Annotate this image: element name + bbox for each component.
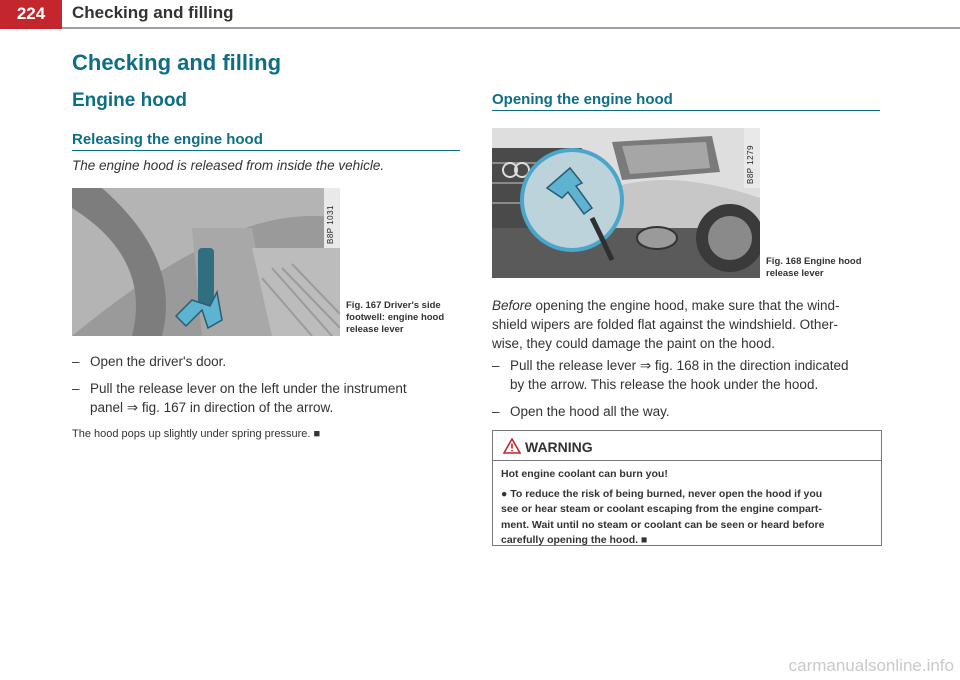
warning-box	[492, 430, 882, 546]
warning-header	[493, 431, 881, 461]
page-number: 224	[16, 4, 46, 23]
intro-line	[492, 296, 887, 315]
header-rule-accent	[0, 27, 62, 29]
intro-line-text: opening the engine hood, make sure that the wind-	[531, 298, 840, 313]
caption-line: release lever	[766, 268, 824, 279]
intro-italic: Before	[492, 298, 532, 313]
step-text: Open the driver's door.	[90, 354, 227, 369]
left-intro-text: The engine hood is released from inside the vehicle.	[72, 158, 385, 173]
subsection-rule-right	[492, 110, 880, 111]
step-item	[492, 356, 892, 394]
figure-167-code: B8P 1031	[326, 205, 335, 244]
left-note: The hood pops up slightly under spring pressure. ■	[72, 428, 321, 440]
step-text	[90, 379, 407, 417]
header-rule	[0, 27, 960, 29]
step-text-line: panel ⇒ fig. 167 in direction of the arrow.	[90, 400, 334, 415]
step-dash: –	[72, 354, 80, 369]
footwell-illustration	[72, 188, 340, 336]
warning-line: carefully opening the hood. ■	[501, 534, 648, 546]
subsection-rule-left	[72, 150, 460, 151]
chapter-title: Checking and filling	[72, 50, 282, 75]
caption-line: footwell: engine hood	[346, 312, 445, 323]
step-text-line: Pull the release lever on the left under the instrument	[90, 381, 407, 396]
subsection-title-releasing: Releasing the engine hood	[72, 131, 263, 148]
figure-167-image	[72, 188, 340, 336]
step-item	[72, 379, 462, 417]
step-text-line: Pull the release lever ⇒ fig. 168 in the direction indicated	[510, 358, 849, 373]
right-intro-paragraph	[492, 296, 887, 353]
step-text: Open the hood all the way.	[510, 404, 670, 419]
step-dash: –	[492, 404, 500, 419]
caption-line: Fig. 168 Engine hood	[766, 256, 862, 267]
section-title: Engine hood	[72, 90, 188, 111]
intro-line: shield wipers are folded flat against the windshield. Other-	[492, 317, 838, 332]
figure-168-code: B8P 1279	[746, 145, 755, 184]
figure-168-image	[492, 128, 760, 278]
step-dash: –	[72, 381, 80, 396]
step-text-line: by the arrow. This release the hook under the hood.	[510, 377, 819, 392]
step-item	[72, 352, 462, 371]
step-dash: –	[492, 358, 500, 373]
right-steps	[492, 356, 892, 421]
intro-line: wise, they could damage the paint on the hood.	[492, 336, 775, 351]
step-item	[492, 402, 892, 421]
warning-line: Hot engine coolant can burn you!	[501, 468, 668, 480]
caption-line: release lever	[346, 324, 404, 335]
subsection-title-opening: Opening the engine hood	[492, 91, 673, 108]
watermark-text: carmanualsonline.info	[788, 656, 954, 675]
engine-front-illustration	[492, 128, 760, 278]
page-number-tab	[0, 0, 62, 28]
running-header-title: Checking and filling	[72, 3, 234, 22]
left-steps	[72, 352, 462, 417]
figure-168-caption	[766, 256, 862, 280]
figure-167-caption	[346, 300, 444, 336]
caption-line: Fig. 167 Driver's side	[346, 300, 441, 311]
warning-line: ment. Wait until no steam or coolant can be seen or heard before	[501, 518, 825, 531]
warning-line: see or hear steam or coolant escaping from the engine compart-	[501, 503, 822, 515]
warning-triangle-icon	[503, 438, 521, 454]
warning-line: ● To reduce the risk of being burned, never open the hood if you	[501, 487, 823, 500]
step-text	[510, 356, 849, 394]
warning-title: WARNING	[525, 439, 593, 455]
warning-body	[501, 467, 875, 549]
